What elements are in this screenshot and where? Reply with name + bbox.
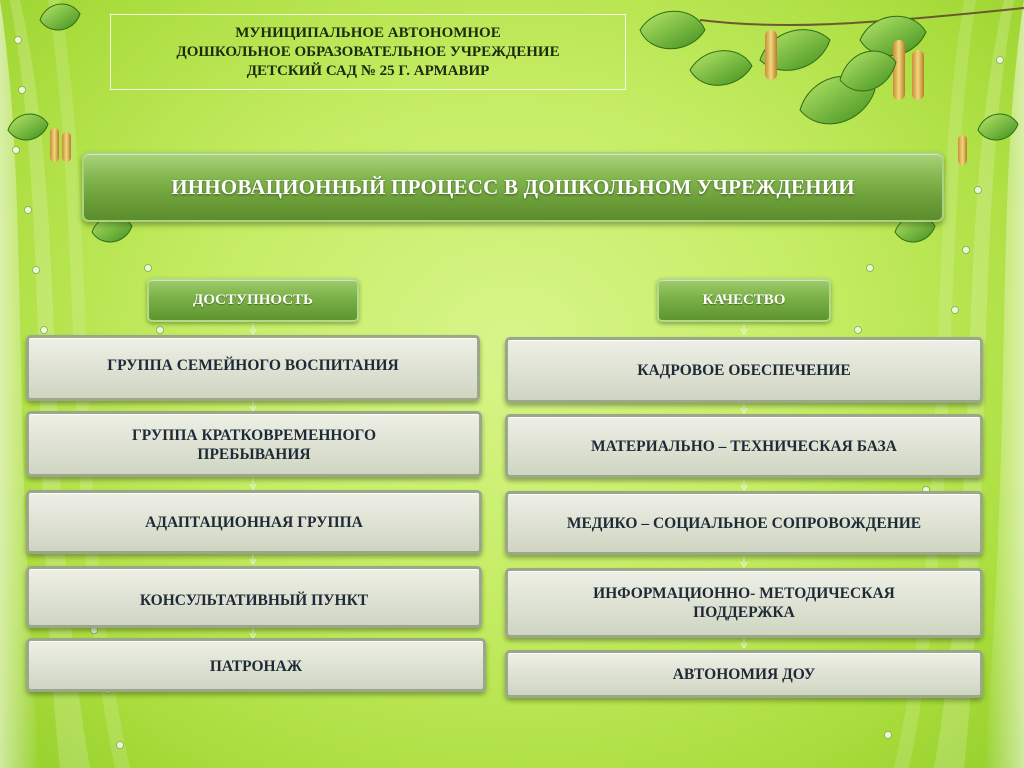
heading-quality (657, 278, 831, 322)
organization-line-3: ДЕТСКИЙ САД № 25 Г. АРМАВИР (246, 63, 490, 79)
heading-accessibility (147, 278, 359, 322)
left-item-4 (26, 566, 482, 628)
left-item-2 (26, 411, 482, 477)
left-item-3-label: АДАПТАЦИОННАЯ ГРУППА (145, 514, 363, 531)
connector-arrow-icon (740, 479, 748, 491)
connector-arrow-icon (740, 556, 748, 568)
left-item-2-label: ГРУППА КРАТКОВРЕМЕННОГО ПРЕБЫВАНИЯ (131, 427, 377, 463)
right-item-1 (505, 337, 983, 403)
organization-line-1: МУНИЦИПАЛЬНОЕ АВТОНОМНОЕ (235, 25, 501, 41)
connector-arrow-icon (740, 402, 748, 414)
right-item-3-label: МЕДИКО – СОЦИАЛЬНОЕ СОПРОВОЖДЕНИЕ (566, 514, 922, 532)
organization-header (110, 14, 626, 90)
right-item-5-label: АВТОНОМИЯ ДОУ (672, 665, 816, 683)
right-item-4 (505, 568, 983, 638)
connector-arrow-icon (740, 323, 748, 335)
left-item-3 (26, 490, 482, 554)
left-item-5-label: ПАТРОНАЖ (209, 658, 303, 675)
left-item-4-label: КОНСУЛЬТАТИВНЫЙ ПУНКТ (139, 592, 369, 609)
connector-arrow-icon (249, 323, 257, 335)
right-item-2-label: МАТЕРИАЛЬНО – ТЕХНИЧЕСКАЯ БАЗА (591, 437, 897, 455)
heading-quality-label: КАЧЕСТВО (702, 291, 786, 308)
connector-arrow-icon (249, 478, 257, 490)
heading-accessibility-label: ДОСТУПНОСТЬ (193, 291, 313, 308)
diagram-title-text: ИННОВАЦИОННЫЙ ПРОЦЕСС В ДОШКОЛЬНОМ УЧРЕЖДЕНИИ (171, 174, 855, 199)
right-item-1-label: КАДРОВОЕ ОБЕСПЕЧЕНИЕ (637, 361, 851, 379)
right-item-3 (505, 491, 983, 555)
right-item-2 (505, 414, 983, 478)
connector-arrow-icon (740, 637, 748, 649)
left-item-1 (26, 335, 480, 401)
right-item-4-label: ИНФОРМАЦИОННО- МЕТОДИЧЕСКАЯ ПОДДЕРЖКА (593, 585, 895, 621)
organization-line-2: ДОШКОЛЬНОЕ ОБРАЗОВАТЕЛЬНОЕ УЧРЕЖДЕНИЕ (176, 44, 560, 60)
connector-arrow-icon (249, 553, 257, 565)
left-item-1-label: ГРУППА СЕМЕЙНОГО ВОСПИТАНИЯ (107, 357, 399, 374)
right-item-5 (505, 650, 983, 698)
diagram-title (82, 152, 944, 222)
left-item-5 (26, 638, 486, 692)
